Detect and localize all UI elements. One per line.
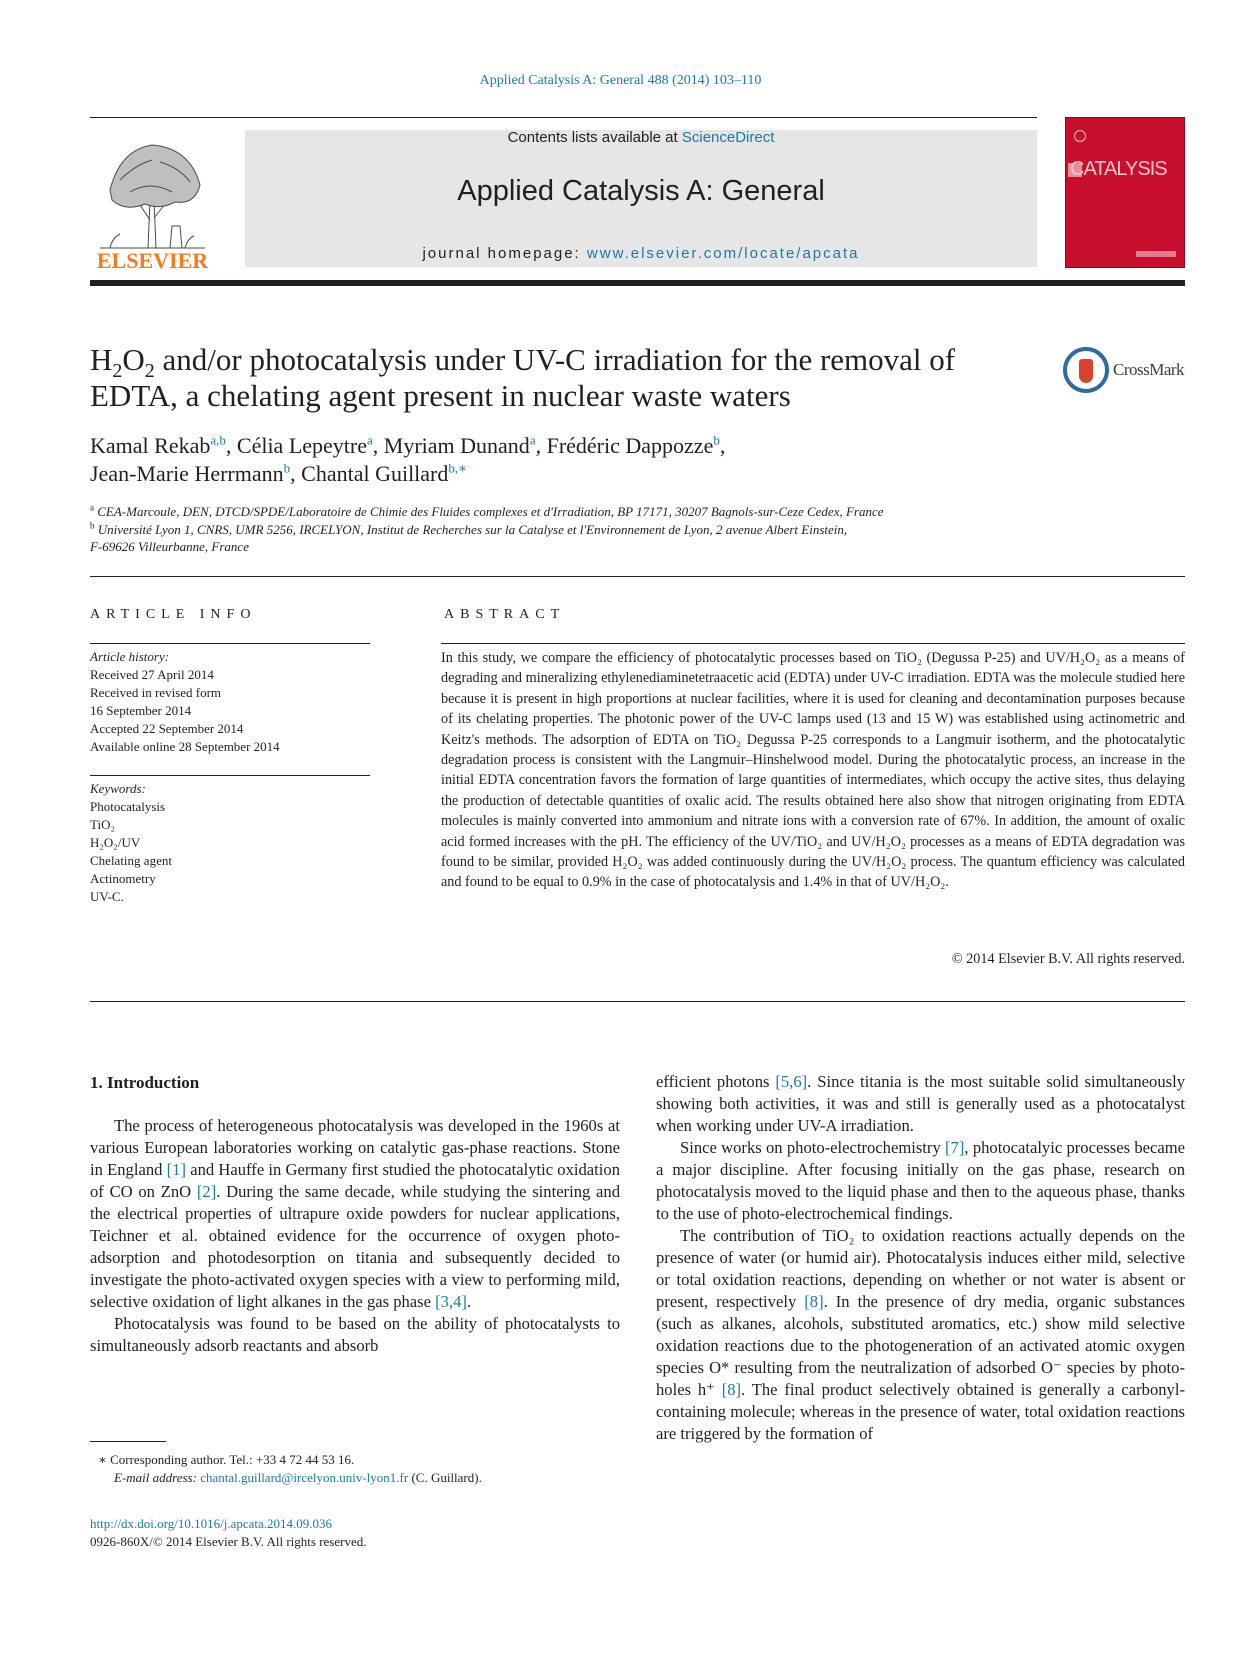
author-name: Jean-Marie Herrmann	[90, 461, 284, 486]
author-list: Kamal Rekab$^{a,b}$, Célia Lepeytre$^a$, Myriam Dunand$^a$, Frédéric Dappozze$^b$, Jean-Marie Herrmann$^b$, Chantal Guillard$^{b,∗}$	[90, 432, 726, 486]
homepage-link[interactable]: www.elsevier.com/locate/apcata	[586, 245, 860, 262]
homepage-line	[245, 245, 1037, 262]
elsevier-wordmark: ELSEVIER	[96, 248, 209, 273]
citation-link[interactable]: [2]	[196, 1182, 217, 1201]
keyword: Chelating agent	[90, 853, 172, 868]
contents-line	[245, 129, 1037, 146]
paragraph: efficient photons [5,6]. Since titania is the most suitable solid simultaneously showing both activities, it was and still is generally used as a photocatalyst when working under UV-A irradiation.	[656, 1072, 1185, 1135]
author-affil: a	[529, 432, 536, 448]
contents-prefix: Contents lists available at	[507, 129, 682, 146]
abstract-text: In this study, we compare the efficiency of photocatalytic processes based on TiO₂ (Degussa P-25) and UV/H₂O₂ as a means of degrading and mineralizing ethylenediaminetetraacetic acid (EDTA) under UV-C irradiation. EDTA was the molecule studied here because it is present in high proportions at nuclear facilities, where it is used for cleaning and decontamination purposes because of its chelating properties. The photonic power of the UV-C lamps used (13 and 15 W) was established using actinometric and Keitz's methods. The adsorption of EDTA on TiO₂ Degussa P-25 corresponds to a Langmuir isotherm, and the photocatalytic degradation process is consistent with the Langmuir–Hinshelwood model. During the photocatalytic process, an increase in the initial EDTA concentration favors the formation of large quantities of intermediates, which occupy the active sites, thus delaying the production of detectable quantities of oxalic acid. The results obtained here also show that nitrogen originating from EDTA molecules is mainly converted into ammonium and nitrate ions with a conversion rate of 67%. In addition, the amount of oxalic acid formed increases with the pH. The efficiency of the UV/TiO₂ and UV/H₂O₂ processes as a means of EDTA degradation was found to be similar, provided H₂O₂ was added continuously during the UV/H₂O₂ process. The quantum efficiency was calculated and found to be equal to 0.9% in the case of photocatalysis and 1.4% in that of UV/H₂O₂.	[441, 650, 1185, 891]
abstract-copyright: © 2014 Elsevier B.V. All rights reserved.	[951, 951, 1185, 967]
keywords-rule	[90, 775, 370, 776]
history-item: Received in revised form	[90, 685, 222, 700]
paragraph: The contribution of TiO₂ to oxidation reactions actually depends on the presence of water (or humid air). Photocatalysis induces either mild, selective or total oxidation reactions, depending on whether or not water is absent or present, respectively [8]. In the presence of dry media, organic substances (such as alkanes, alcohols, substituted aromatics, etc.) show mild selective oxidation reactions due to the photogeneration of an activated atomic oxygen species O* resulting from the neutralization of adsorbed O⁻ species by photo-holes h⁺ [8]. The final product selectively obtained is generally a carbonyl-containing molecule; whereas in the presence of water, total oxidation reactions are triggered by the formation of	[656, 1226, 1186, 1443]
author-name: Myriam Dunand	[383, 433, 530, 458]
issn-line: 0926-860X/© 2014 Elsevier B.V. All rights reserved.	[90, 1534, 367, 1549]
journal-name: Applied Catalysis A: General	[457, 175, 825, 207]
citation-link[interactable]: [3,4]	[435, 1292, 467, 1311]
affiliation-b: $^b$ Université Lyon 1, CNRS, UMR 5256, IRCELYON, Institut de Recherches sur la Catalyse et l'Environnement de Lyon, 2 avenue Albert Einstein, F-69626 Villeurbanne, France	[90, 520, 848, 554]
affiliation-a: $^a$ CEA-Marcoule, DEN, DTCD/SPDE/Laboratoire de Chimie des Fluides complexes et d'Irradiation, BP 17171, 30207 Bagnols-sur-Ceze Cedex, France	[90, 502, 884, 519]
crossmark-label: CrossMark	[1113, 360, 1185, 379]
section-rule	[90, 576, 1185, 577]
abstract-rule	[441, 643, 1185, 644]
cover-title: CATALYSIS	[1070, 158, 1167, 180]
article-info-heading: ARTICLE INFO	[90, 607, 257, 622]
history-label: Article history:	[90, 649, 170, 664]
paragraph: Photocatalysis was found to be based on the ability of photocatalysts to simultaneously adsorb reactants and absorb	[90, 1314, 620, 1355]
footnote-rule	[90, 1441, 166, 1442]
homepage-prefix: journal homepage:	[422, 245, 587, 262]
author-affil: a,b	[210, 432, 226, 448]
keyword: Actinometry	[90, 871, 156, 886]
keyword: TiO₂	[90, 817, 116, 832]
keyword: UV-C.	[90, 889, 124, 904]
intro-right-column	[656, 1071, 1185, 1445]
author-affil: b	[283, 460, 291, 476]
author-affil: b	[713, 432, 720, 448]
section-heading-introduction: 1. Introduction	[90, 1073, 200, 1092]
sciencedirect-link[interactable]: ScienceDirect	[681, 129, 775, 146]
journal-cover[interactable]	[1065, 117, 1185, 268]
author-name: Kamal Rekab	[90, 433, 211, 458]
author-affil: b,∗	[448, 460, 467, 476]
paragraph: The process of heterogeneous photocatalysis was developed in the 1960s at various European laboratories working on catalytic gas-phase reactions. Stone in England [1] and Hauffe in Germany first studied the photocatalytic oxidation of CO on ZnO [2]. During the same decade, while studying the sintering and the electrical properties of ultrapure oxide powders for nuclear applications, Teichner et al. obtained evidence for the occurrence of oxygen photo-adsorption and photodesorption on titania and subsequently decided to investigate the photo-activated oxygen species with a view to performing mild, selective oxidation of light alkanes in the gas phase [3,4].	[90, 1116, 620, 1311]
citation-link[interactable]: [8]	[804, 1292, 824, 1311]
doi-link[interactable]: http://dx.doi.org/10.1016/j.apcata.2014.09.036	[90, 1516, 333, 1531]
journal-reference[interactable]: Applied Catalysis A: General 488 (2014) 103–110	[479, 73, 762, 88]
citation-link[interactable]: [7]	[945, 1138, 965, 1157]
article-history	[90, 648, 370, 756]
abstract-heading: ABSTRACT	[444, 607, 566, 622]
citation-link[interactable]: [8]	[721, 1380, 742, 1399]
citation-link[interactable]: [5,6]	[775, 1072, 808, 1091]
keyword: Photocatalysis	[90, 799, 166, 814]
author-name: Chantal Guillard	[301, 461, 449, 486]
corresponding-author-note: ∗ Corresponding author. Tel.: +33 4 72 44 53 16.	[98, 1452, 355, 1467]
history-item: Accepted 22 September 2014	[90, 721, 244, 736]
paragraph: Since works on photo-electrochemistry [7], photocatalyic processes became a major discipline. After focusing initially on the gas phase, research on photocatalysis moved to the liquid phase and then to the aqueous phase, thanks to the use of photo-electrochemical findings.	[656, 1138, 1186, 1223]
keywords	[90, 780, 370, 906]
email-note: E-mail address: chantal.guillard@ircelyon.univ-lyon1.fr (C. Guillard).	[114, 1470, 482, 1485]
header-rule	[90, 117, 1037, 118]
abstract-end-rule	[90, 1001, 1185, 1002]
author-name: Frédéric Dappozze	[546, 433, 714, 458]
cover-emblem-icon	[1074, 130, 1086, 142]
cover-footer-mark	[1136, 251, 1176, 257]
crossmark-badge[interactable]	[1063, 347, 1193, 397]
author-name: Célia Lepeytre	[236, 433, 367, 458]
history-item: 16 September 2014	[90, 703, 192, 718]
history-item: Available online 28 September 2014	[90, 739, 280, 754]
intro-left-column	[90, 1115, 620, 1357]
keywords-label: Keywords:	[90, 781, 146, 796]
article-info-rule	[90, 643, 370, 644]
history-item: Received 27 April 2014	[90, 667, 214, 682]
email-link[interactable]: chantal.guillard@ircelyon.univ-lyon1.fr	[200, 1470, 409, 1485]
article-title: $H_2O_2$ and/or photocatalysis under UV-C irradiation for the removal of EDTA, a chelating agent present in nuclear waste waters	[90, 342, 956, 413]
keyword: H₂O₂/UV	[90, 835, 141, 850]
author-affil: a	[367, 432, 373, 448]
doi-block	[90, 1515, 366, 1551]
crossmark-icon	[1063, 347, 1109, 393]
masthead-rule	[90, 280, 1185, 286]
citation-link[interactable]: [1]	[166, 1160, 187, 1179]
